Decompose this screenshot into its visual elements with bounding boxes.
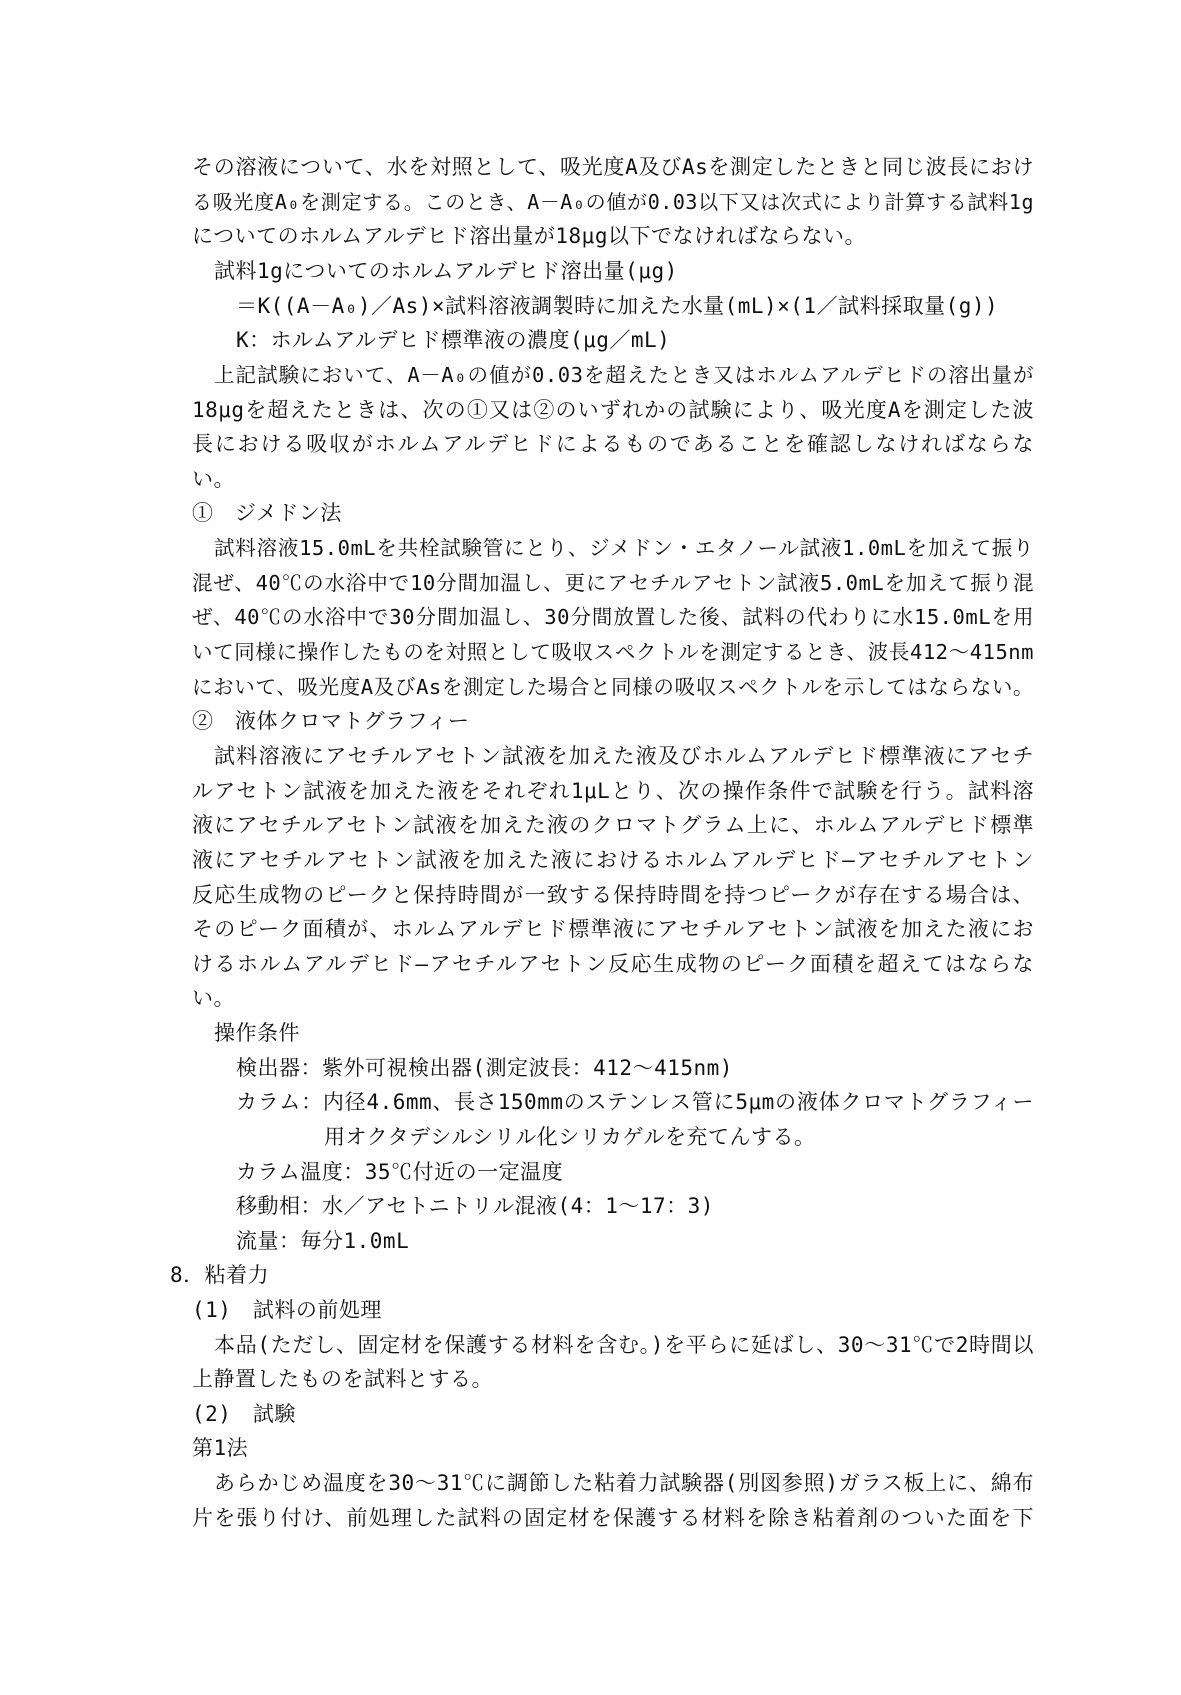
formula-equation: ＝K((A－A₀)／As)×試料溶液調製時に加えた水量(mL)×(1／試料採取量(g)) bbox=[236, 294, 999, 318]
condition-column-cont: 用オクタデシルシリル化シリカゲルを充てんする。 bbox=[324, 1125, 816, 1149]
method2-line: そのピーク面積が、ホルムアルデヒド標準液にアセチルアセトン試液を加えた液にお bbox=[192, 917, 1034, 941]
method2-line: 試料溶液にアセチルアセトン試液を加えた液及びホルムアルデヒド標準液にアセチ bbox=[214, 744, 1034, 768]
formula-heading: 試料1gについてのホルムアルデヒド溶出量(μg) bbox=[214, 259, 678, 283]
method-1-heading: 第1法 bbox=[192, 1436, 249, 1460]
subsection-1-line: 上静置したものを試料とする。 bbox=[192, 1367, 493, 1391]
method1-line: において、吸光度A及びAsを測定した場合と同様の吸収スペクトルを示してはならない。 bbox=[192, 675, 1034, 699]
method2-line: 反応生成物のピークと保持時間が一致する保持時間を持つピークが存在する場合は、 bbox=[192, 883, 1034, 907]
paragraph-line: 18μgを超えたときは、次の①又は②のいずれかの試験により、吸光度Aを測定した波 bbox=[192, 398, 1034, 422]
method2-line: 液にアセチルアセトン試液を加えた液のクロマトグラム上に、ホルムアルデヒド標準 bbox=[192, 813, 1034, 837]
subsection-1-line: 本品(ただし、固定材を保護する材料を含む。)を平らに延ばし、30～31℃で2時間以 bbox=[214, 1333, 1034, 1357]
method1-line: ぜ、40℃の水浴中で30分間加温し、30分間放置した後、試料の代わりに水15.0mLを用 bbox=[192, 605, 1034, 629]
paragraph-line: 上記試験において、A－A₀の値が0.03を超えたとき又はホルムアルデヒドの溶出量が bbox=[214, 363, 1034, 387]
method1-line: 試料溶液15.0mLを共栓試験管にとり、ジメドン・エタノール試液1.0mLを加えて振り bbox=[214, 536, 1034, 560]
condition-flow: 流量：毎分1.0mL bbox=[236, 1229, 410, 1253]
method1-line: いて同様に操作したものを対照として吸収スペクトルを測定するとき、波長412～415nm bbox=[192, 640, 1034, 664]
method-line: あらかじめ温度を30～31℃に調節した粘着力試験器(別図参照)ガラス板上に、綿布 bbox=[214, 1471, 1034, 1495]
condition-detector: 検出器：紫外可視検出器(測定波長：412～415nm) bbox=[236, 1056, 733, 1080]
formula-k-definition: K：ホルムアルデヒド標準液の濃度(μg／mL) bbox=[236, 328, 671, 352]
condition-column: カラム：内径4.6mm、長さ150mmのステンレス管に5μmの液体クロマトグラフィー bbox=[236, 1090, 1034, 1114]
paragraph-line: その溶液について、水を対照として、吸光度A及びAsを測定したときと同じ波長におけ bbox=[192, 155, 1034, 179]
paragraph-line: る吸光度A₀を測定する。このとき、A－A₀の値が0.03以下又は次式により計算する試料1g bbox=[192, 190, 1034, 214]
paragraph-line: い。 bbox=[192, 467, 235, 491]
method-line: 片を張り付け、前処理した試料の固定材を保護する材料を除き粘着剤のついた面を下 bbox=[192, 1506, 1034, 1530]
subsection-2-heading: (2) 試験 bbox=[192, 1402, 296, 1426]
condition-column-temp: カラム温度：35℃付近の一定温度 bbox=[236, 1160, 564, 1184]
conditions-heading: 操作条件 bbox=[214, 1021, 300, 1045]
subsection-1-heading: (1) 試料の前処理 bbox=[192, 1298, 382, 1322]
paragraph-line: についてのホルムアルデヒド溶出量が18μg以下でなければならない。 bbox=[192, 224, 866, 248]
method2-line: 液にアセチルアセトン試液を加えた液におけるホルムアルデヒド―アセチルアセトン bbox=[192, 848, 1034, 872]
condition-mobile-phase: 移動相：水／アセトニトリル混液(4：1～17：3) bbox=[236, 1194, 714, 1218]
method1-line: 混ぜ、40℃の水浴中で10分間加温し、更にアセチルアセトン試液5.0mLを加えて振り混 bbox=[192, 571, 1034, 595]
paragraph-line: 長における吸収がホルムアルデヒドによるものであることを確認しなければならな bbox=[192, 432, 1034, 456]
method2-heading: ② 液体クロマトグラフィー bbox=[192, 709, 470, 733]
section-8-heading: 8．粘着力 bbox=[170, 1263, 270, 1287]
method2-line: ルアセトン試液を加えた液をそれぞれ1μLとり、次の操作条件で試験を行う。試料溶 bbox=[192, 779, 1034, 803]
method2-line: けるホルムアルデヒド―アセチルアセトン反応生成物のピーク面積を超えてはならな bbox=[192, 952, 1034, 976]
method1-heading: ① ジメドン法 bbox=[192, 501, 342, 525]
method2-line: い。 bbox=[192, 986, 235, 1010]
